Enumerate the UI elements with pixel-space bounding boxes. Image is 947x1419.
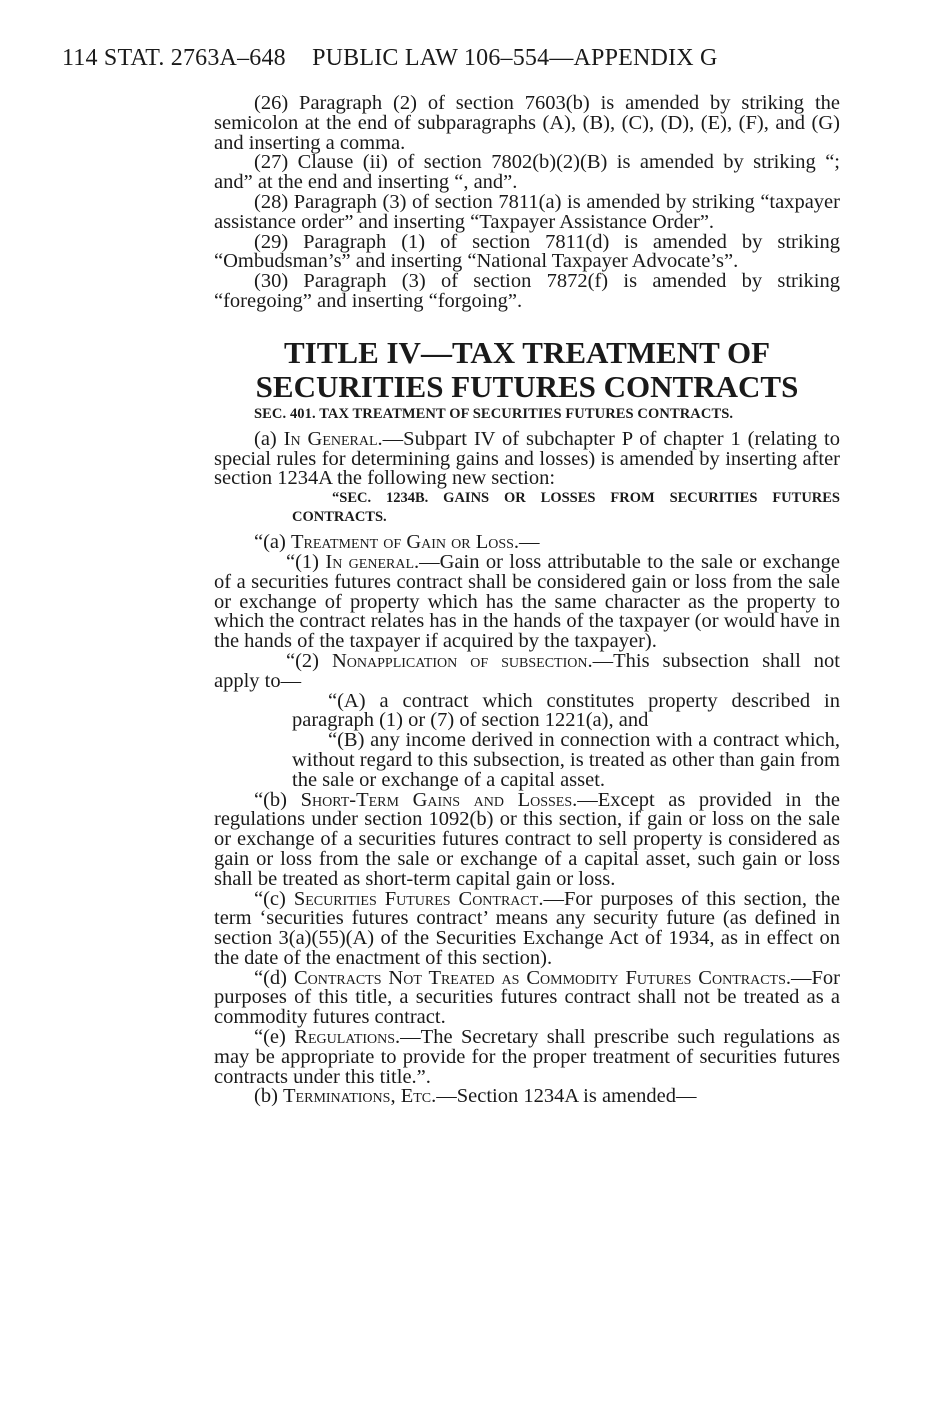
title-line-2: SECURITIES FUTURES CONTRACTS bbox=[255, 368, 799, 404]
subsection-caption: In General bbox=[283, 427, 378, 450]
subsection-label: “(e) bbox=[254, 1026, 295, 1049]
section-401-heading: SEC. 401. TAX TREATMENT OF SECURITIES FUTURES CONTRACTS. bbox=[254, 405, 734, 422]
paragraph-label: “(1) bbox=[286, 550, 326, 573]
subsection-caption: Securities Futures Contract bbox=[293, 887, 539, 910]
subsection-d bbox=[214, 966, 840, 1029]
paragraph-a2 bbox=[214, 649, 840, 692]
amendment-paragraph: (26) Paragraph (2) of section 7603(b) is amended by striking the semicolon at the end of subparagraphs (A), (B), (C), (D), (E), (F), and (G) and inserting a comma. bbox=[214, 92, 840, 154]
title-heading bbox=[214, 336, 840, 404]
subsection-label: (a) bbox=[254, 427, 284, 450]
statute-citation: 114 STAT. 2763A–648 bbox=[62, 45, 286, 71]
subsection-caption: Regulations bbox=[294, 1026, 396, 1049]
section-401-subsection-b bbox=[214, 1087, 840, 1107]
subsection-text: .—The Secretary shall prescribe such regulations as may be appropriate to provide for the proper treatment of securities futures contracts under this title.”. bbox=[214, 1026, 840, 1088]
subparagraph-a2B: “(B) any income derived in connection with a contract which, without regard to this subsection, is treated as other than gain from the sale or exchange of a capital asset. bbox=[292, 729, 840, 791]
amendment-paragraph: (29) Paragraph (1) of section 7811(d) is amended by striking “Ombudsman’s” and inserting “National Taxpayer Advocate’s”. bbox=[214, 230, 840, 273]
subsection-label: (b) bbox=[254, 1085, 284, 1108]
paragraph-label: “(2) bbox=[286, 649, 332, 672]
document-body bbox=[214, 94, 840, 1107]
subsection-text: .—Subpart IV of subchapter P of chapter 1 (relating to special rules for determining gains and losses) is amended by inserting after section 1234A the following new section: bbox=[214, 427, 840, 490]
subsection-e bbox=[214, 1028, 840, 1087]
subsection-text: .—For purposes of this title, a securities futures contract shall not be treated as a commodity futures contract. bbox=[214, 966, 840, 1029]
title-line-1: TITLE IV—TAX TREATMENT OF bbox=[283, 334, 771, 370]
section-1234b-heading: “SEC. 1234B. GAINS OR LOSSES FROM SECURITIES FUTURES CONTRACTS. bbox=[292, 490, 840, 526]
section-401-subsection-a bbox=[214, 427, 840, 490]
subsection-dash: .— bbox=[513, 531, 540, 554]
subsection-b bbox=[214, 788, 840, 890]
paragraph-text: .—This subsection shall not apply to— bbox=[214, 649, 840, 692]
subsection-label: “(a) bbox=[254, 531, 291, 554]
amendment-paragraph: (30) Paragraph (3) of section 7872(f) is amended by striking “foregoing” and inserting “forgoing”. bbox=[214, 270, 840, 312]
page-header bbox=[62, 45, 738, 72]
subsection-text: .—Section 1234A is amended— bbox=[431, 1085, 697, 1108]
amendment-paragraph: (28) Paragraph (3) of section 7811(a) is amended by striking “taxpayer assistance order” and inserting “Taxpayer Assistance Order”. bbox=[214, 190, 840, 233]
subsection-label: “(b) bbox=[254, 788, 301, 811]
paragraph-caption: In general bbox=[325, 550, 414, 573]
subsection-label: “(c) bbox=[254, 887, 294, 910]
subsection-caption: Short-Term Gains and Losses bbox=[300, 788, 573, 811]
subsection-text: .—For purposes of this section, the term ‘securities futures contract’ means any security future (as defined in section 3(a)(55)(A) of the Securities Exchange Act of 1934, as in effect on the date of the enactment of this section). bbox=[214, 887, 840, 969]
subsection-text: .—Except as provided in the regulations under section 1092(b) or this section, if gain or loss on the sale or exchange of a securities futures contract to sell property is considered as gain or loss from the sale or exchange of a capital asset, such gain or loss shall be treated as short-term capital gain or loss. bbox=[214, 788, 840, 890]
subsection-c bbox=[214, 887, 840, 969]
subparagraph-a2A: “(A) a contract which constitutes property described in paragraph (1) or (7) of section 1221(a), and bbox=[292, 689, 840, 732]
subsection-caption: Terminations, Etc bbox=[283, 1085, 432, 1108]
amendment-paragraph: (27) Clause (ii) of section 7802(b)(2)(B) is amended by striking “; and” at the end and inserting “, and”. bbox=[214, 151, 840, 194]
subsection-label: “(d) bbox=[254, 966, 294, 989]
paragraph-a1 bbox=[214, 550, 840, 653]
subsection-caption: Treatment of Gain or Loss bbox=[290, 531, 514, 554]
paragraph-text: .—Gain or loss attributable to the sale or exchange of a securities futures contract shall be considered gain or loss from the sale or exchange of property which has the same character as the property to which the contract relates has in the hands of the taxpayer (or would have in the hands of the taxpayer if acquired by the taxpayer). bbox=[214, 550, 840, 653]
subsection-caption: Contracts Not Treated as Commodity Futures Contracts bbox=[293, 966, 786, 989]
law-title: PUBLIC LAW 106–554—APPENDIX G bbox=[312, 45, 718, 71]
paragraph-caption: Nonapplication of subsection bbox=[332, 649, 588, 672]
